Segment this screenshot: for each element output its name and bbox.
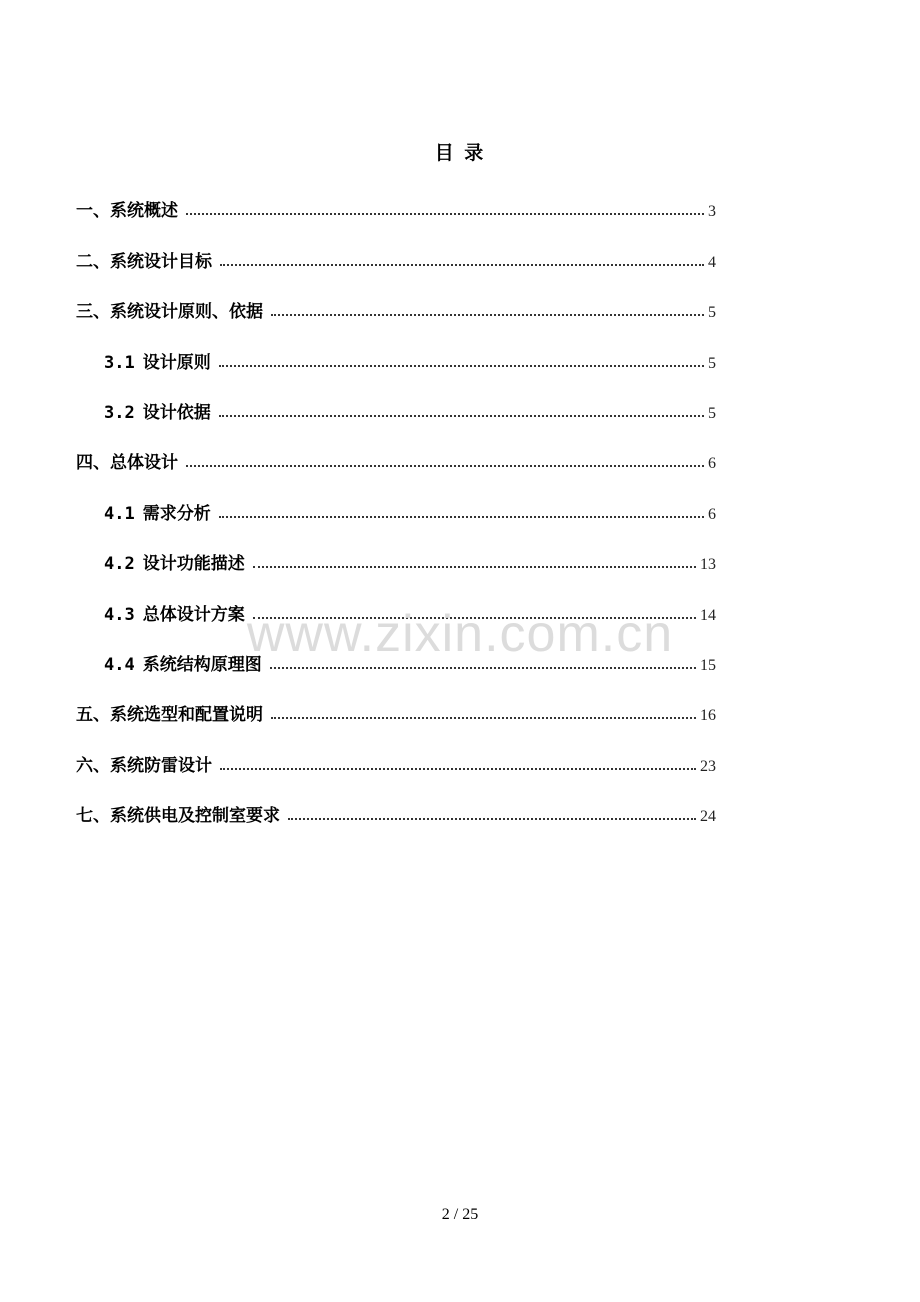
dot-leader (219, 515, 704, 518)
dot-leader (220, 263, 704, 266)
toc-entry-page: 23 (700, 757, 716, 775)
toc-entry[interactable] (76, 740, 716, 790)
toc-entry-label (76, 203, 178, 220)
toc-entry-label (76, 455, 178, 472)
toc-entry-page: 14 (700, 606, 716, 624)
toc-entry-text: 五、系统选型和配置说明 (76, 705, 263, 726)
toc-entry-label (104, 402, 211, 423)
toc-entry-number: 4.4 (104, 654, 135, 675)
dot-leader (219, 414, 704, 417)
toc-entry[interactable] (76, 488, 716, 538)
toc-entry-text: 一、系统概述 (76, 201, 178, 222)
toc-entry-page: 3 (708, 203, 716, 221)
toc-entry[interactable] (76, 186, 716, 236)
dot-leader (271, 716, 696, 719)
toc-entry[interactable] (76, 791, 716, 841)
toc-entry-label (104, 352, 211, 373)
toc-entry[interactable] (76, 236, 716, 286)
page-number: 2 / 25 (441, 1206, 479, 1223)
toc-entry-label (104, 654, 262, 675)
toc-entry[interactable] (76, 287, 716, 337)
toc-entry-number: 3.2 (104, 402, 135, 423)
toc-entry-label (76, 755, 212, 776)
toc-entry[interactable] (76, 539, 716, 589)
toc-entry-label (104, 503, 211, 524)
toc-entry-page: 5 (708, 404, 716, 422)
dot-leader (220, 767, 696, 770)
toc-entry-page: 6 (708, 505, 716, 523)
toc-entry-label (76, 808, 280, 825)
toc-entry-label (104, 604, 245, 625)
toc-entry[interactable] (76, 589, 716, 639)
toc-entry[interactable] (76, 690, 716, 740)
toc-entry-page: 5 (708, 304, 716, 322)
toc-entry-page: 15 (700, 656, 716, 674)
toc-entry-text: 总体设计方案 (142, 604, 245, 625)
toc-entry-number: 3.1 (104, 352, 135, 373)
toc-entry-text: 七、系统供电及控制室要求 (76, 806, 280, 827)
toc-entry-page: 13 (700, 556, 716, 574)
toc-entry-label (76, 707, 263, 724)
dot-leader (186, 212, 704, 215)
toc-entry-text: 设计原则 (142, 352, 211, 373)
toc-entry-text: 二、系统设计目标 (76, 251, 212, 272)
toc-entry-page: 16 (700, 707, 716, 725)
dot-leader (253, 616, 696, 619)
dot-leader (288, 817, 696, 820)
toc-entry-text: 六、系统防雷设计 (76, 755, 212, 776)
toc-entry[interactable] (76, 337, 716, 387)
dot-leader (253, 565, 696, 568)
toc-entry-label (104, 556, 245, 573)
toc-entry-text: 三、系统设计原则、依据 (76, 302, 263, 323)
dot-leader (186, 464, 704, 467)
table-of-contents (76, 186, 716, 841)
toc-entry[interactable] (76, 438, 716, 488)
toc-entry-text: 需求分析 (142, 503, 211, 524)
toc-entry-page: 5 (708, 354, 716, 372)
toc-entry-page: 4 (708, 253, 716, 271)
toc-entry-label (76, 304, 263, 321)
toc-entry-number: 4.2 (104, 554, 135, 575)
toc-entry-text: 四、总体设计 (76, 453, 178, 474)
toc-entry-number: 4.3 (104, 604, 135, 625)
toc-entry-number: 4.1 (104, 503, 135, 524)
toc-entry[interactable] (76, 640, 716, 690)
toc-entry-text: 系统结构原理图 (142, 654, 262, 675)
toc-title: 目 录 (434, 142, 486, 164)
dot-leader (271, 313, 704, 316)
toc-entry[interactable] (76, 388, 716, 438)
toc-entry-page: 6 (708, 455, 716, 473)
toc-entry-label (76, 251, 212, 272)
dot-leader (270, 666, 696, 669)
toc-entry-page: 24 (700, 808, 716, 826)
dot-leader (219, 364, 704, 367)
toc-entry-text: 设计依据 (142, 402, 211, 423)
watermark: www.zixin.com.cn (246, 605, 674, 663)
toc-entry-text: 设计功能描述 (142, 554, 245, 575)
